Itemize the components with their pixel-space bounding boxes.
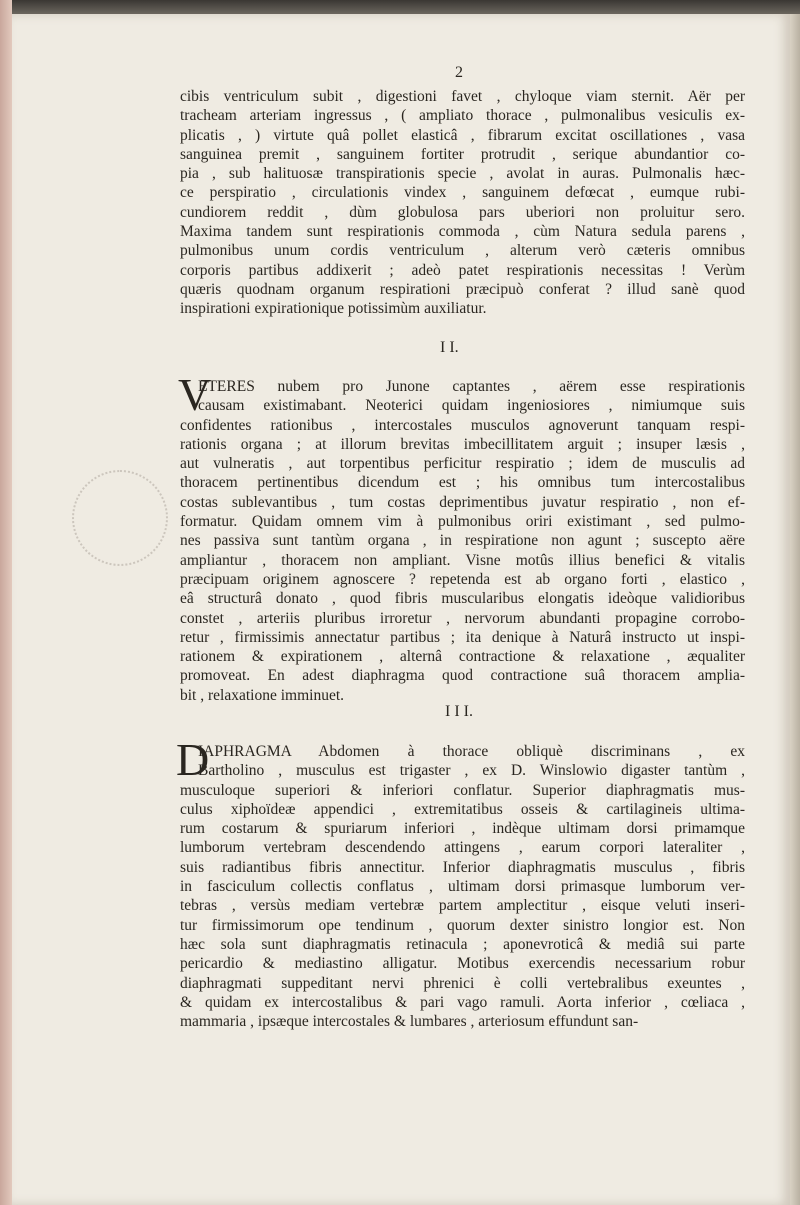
page-number: 2 [455, 64, 463, 81]
drop-cap-2: V [178, 369, 212, 420]
scan-left-edge [0, 0, 12, 1205]
text-line: IAPHRAGMA Abdomen à thorace obliquè discriminans , ex [198, 743, 745, 760]
text-line: tebras , versùs mediam vertebræ partem amplectitur , eisque veluti inseri- [180, 897, 745, 915]
text-line: pericardio & mediastino alligatur. Motibus exercendis necessarium robur [180, 955, 745, 973]
text-line: costas sublevantibus , tum costas deprimentibus juvatur respiratio , non ef- [180, 493, 745, 511]
text-line: rationis organa ; at illorum brevitas imbecillitatem arguit ; insuper læsis , [180, 435, 745, 453]
text-line: confidentes rationibus , intercostales musculos agnoverunt tanquam respi- [180, 416, 745, 434]
text-line: Bartholino , musculus est trigaster , ex D. Winslowio digaster tantùm , [198, 762, 745, 780]
text-line: suis radiantibus fibris annectitur. Inferior diaphragmatis musculus , fibris [180, 858, 745, 876]
text-line: inspirationi expirationique potissimùm auxiliatur. [180, 300, 487, 318]
text-line: sanguinea premit , sanguinem fortiter protrudit , serique abundantior co- [180, 145, 745, 163]
text-line: promoveat. En adest diaphragma quod contractione suâ thoracem amplia- [180, 667, 745, 685]
text-line: pia , sub halituosæ transpirationis specie , avolat in auras. Pulmonalis hæc- [180, 165, 745, 183]
text-line: nes passiva sunt tantùm organa , in respiratione non agunt ; suscepto aëre [180, 532, 745, 550]
text-line: retur , firmissimis annectatur partibus ; ita denique à Naturâ instructo ut inspi- [180, 628, 745, 646]
text-line: Maxima tandem sunt respirationis commoda , cùm Natura sedula parens , [180, 223, 745, 241]
text-line: ampliantur , thoracem non ampliant. Visne motûs illius benefici & vitalis [180, 551, 745, 569]
text-line: præcipuam originem agnoscere ? repetenda est ab organo forti , elastico , [180, 570, 745, 588]
faded-stamp-mark [72, 470, 168, 566]
text-line: in fasciculum collectis conflatus , ultimam dorsi primasque lumborum ver- [180, 878, 745, 896]
text-line: lumborum vertebram descendendo attingens , earum corpori lateraliter , [180, 839, 745, 857]
text-line: ETERES nubem pro Junone captantes , aërem esse respirationis [198, 378, 745, 395]
page-edge-shadow [790, 14, 800, 1205]
drop-cap-3: D [176, 734, 210, 785]
paragraph-1 [180, 87, 745, 319]
text-line: hæc sola sunt diaphragmatis retinacula ; aponevroticâ & mediâ sui parte [180, 935, 745, 953]
text-line: plicatis , ) virtute quâ pollet elasticâ , fibrarum excitat oscillationes , vasa [180, 126, 745, 144]
text-line: thoracem pertinentibus dicendum est ; his omnibus tum intercostalibus [180, 474, 745, 492]
text-line: constet , arteriis pluribus irroretur , nervorum abundanti propagine corrobo- [180, 609, 745, 627]
text-line: culus xiphoïdeæ appendici , extremitatibus osseis & cartilagineis ultima- [180, 800, 745, 818]
section-heading-2: I I. [440, 339, 459, 356]
text-line: aut vulneratis , aut torpentibus perficitur respiratio ; idem de musculis ad [180, 455, 745, 473]
text-line: tur firmissimorum ope tendinum , quorum dexter sinistro longior est. Non [180, 916, 745, 934]
text-line: corporis partibus addixerit ; adeò patet respirationis necessitas ! Verùm [180, 261, 745, 279]
text-line: musculoque superiori & inferiori conflatur. Superior diaphragmatis mus- [180, 781, 745, 799]
text-line: & quidam ex intercostalibus & pari vago ramuli. Aorta inferior , cœliaca , [180, 993, 745, 1011]
section-heading-3: I I I. [445, 703, 473, 720]
text-line: formatur. Quidam omnem vim à pulmonibus oriri existimant , sed pulmo- [180, 513, 745, 531]
text-line: diaphragmati suppeditant nervi phrenici è colli vertebralibus exeuntes , [180, 974, 745, 992]
text-line: cibis ventriculum subit , digestioni favet , chyloque viam sternit. Aër per [180, 88, 745, 105]
text-line: cundiorem reddit , dùm globulosa pars uberiori non proluitur sero. [180, 203, 745, 221]
scan-top-edge [0, 0, 800, 14]
text-line: eâ structurâ donato , quod fibris muscularibus elongatis ideòque validioribus [180, 590, 745, 608]
text-line: rum costarum & spuriarum inferiori , indèque ultimam dorsi primamque [180, 820, 745, 838]
text-line: quæris quodnam organum respirationi præcipuò conferat ? illud sanè quod [180, 280, 745, 298]
text-line: rationem & expirationem , alternâ contractione & relaxatione , æqualiter [180, 648, 745, 666]
text-line: bit , relaxatione imminuet. [180, 686, 344, 704]
text-line: pulmonibus unum cordis ventriculum , alterum verò cæteris omnibus [180, 242, 745, 260]
text-line: tracheam arteriam ingressus , ( ampliato thorace , pulmonalibus vesiculis ex- [180, 107, 745, 125]
text-line: causam existimabant. Neoterici quidam ingeniosiores , nimiumque suis [198, 397, 745, 415]
paragraph-2 [180, 377, 745, 705]
paragraph-3 [180, 742, 745, 1031]
text-line: ce perspiratio , circulationis vindex , sanguinem defœcat , eumque rubi- [180, 184, 745, 202]
text-line: mammaria , ipsæque intercostales & lumbares , arteriosum effundunt san- [180, 1013, 639, 1031]
